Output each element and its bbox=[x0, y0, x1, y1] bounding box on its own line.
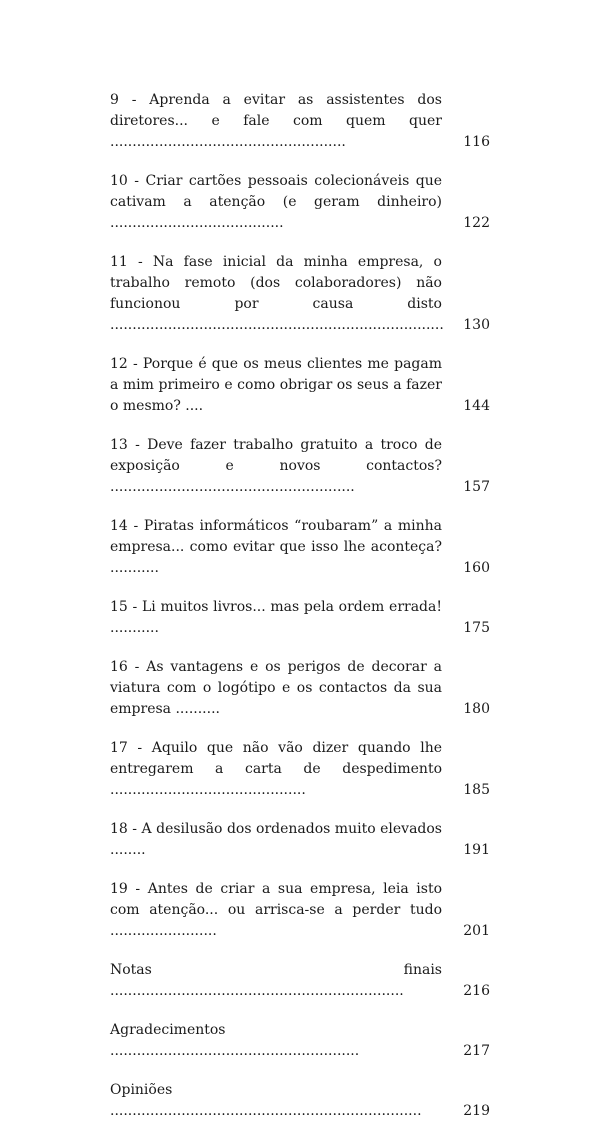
toc-entry-page: 157 bbox=[463, 479, 490, 495]
toc-entry-17[interactable] bbox=[110, 738, 490, 801]
toc-entry-10[interactable] bbox=[110, 171, 490, 234]
toc-entry-title: 19 - Antes de criar a sua empresa, leia isto com atenção... ou arrisca-se a perder tudo ........................ bbox=[110, 881, 442, 939]
toc-entry-12[interactable] bbox=[110, 354, 490, 417]
toc-entry-15[interactable] bbox=[110, 597, 490, 639]
toc-entry-page: 185 bbox=[463, 782, 490, 798]
toc-entry-notas-finais[interactable] bbox=[110, 960, 490, 1002]
toc-entry-page: 175 bbox=[463, 620, 490, 636]
toc-entry-13[interactable] bbox=[110, 435, 490, 498]
toc-entry-page: 191 bbox=[463, 842, 490, 858]
toc-entry-title: 13 - Deve fazer trabalho gratuito a troco de exposição e novos contactos? ....................................................... bbox=[110, 437, 442, 495]
toc-entry-opinioes[interactable] bbox=[110, 1080, 490, 1122]
toc-entry-page: 180 bbox=[463, 701, 490, 717]
toc-entry-19[interactable] bbox=[110, 879, 490, 942]
toc-entry-9[interactable] bbox=[110, 90, 490, 153]
toc-entry-title: 15 - Li muitos livros... mas pela ordem errada! ........... bbox=[110, 599, 442, 636]
toc-entry-14[interactable] bbox=[110, 516, 490, 579]
toc-entry-page: 217 bbox=[463, 1043, 490, 1059]
toc-entry-16[interactable] bbox=[110, 657, 490, 720]
toc-entry-title: 9 - Aprenda a evitar as assistentes dos diretores... e fale com quem quer ..................................................... bbox=[110, 92, 442, 150]
toc-entry-page: 144 bbox=[463, 398, 490, 414]
toc-entry-title: 17 - Aquilo que não vão dizer quando lhe entregarem a carta de despedimento ............................................ bbox=[110, 740, 442, 798]
toc-entry-page: 201 bbox=[463, 923, 490, 939]
toc-entry-11[interactable] bbox=[110, 252, 490, 336]
toc-entry-title: 11 - Na fase inicial da minha empresa, o trabalho remoto (dos colaboradores) não funcionou por causa disto ........................................................................... bbox=[110, 254, 444, 333]
toc-entry-18[interactable] bbox=[110, 819, 490, 861]
toc-entry-agradecimentos[interactable] bbox=[110, 1020, 490, 1062]
toc-entry-title: 14 - Piratas informáticos “roubaram” a minha empresa... como evitar que isso lhe aconteça? ........... bbox=[110, 518, 442, 576]
toc-entry-page: 216 bbox=[463, 983, 490, 999]
toc-entry-title: Agradecimentos ........................................................ bbox=[110, 1022, 360, 1059]
toc-entry-page: 219 bbox=[463, 1103, 490, 1119]
toc-entry-page: 130 bbox=[463, 317, 490, 333]
toc-entry-title: 10 - Criar cartões pessoais colecionáveis que cativam a atenção (e geram dinheiro) ....................................... bbox=[110, 173, 442, 231]
toc-entry-page: 160 bbox=[463, 560, 490, 576]
toc-entry-title: 12 - Porque é que os meus clientes me pagam a mim primeiro e como obrigar os seus a fazer o mesmo? .... bbox=[110, 356, 442, 414]
table-of-contents bbox=[110, 90, 490, 1122]
toc-entry-page: 116 bbox=[463, 134, 490, 150]
toc-entry-title: Notas finais .................................................................. bbox=[110, 962, 442, 999]
toc-entry-page: 122 bbox=[463, 215, 490, 231]
toc-entry-title: 16 - As vantagens e os perigos de decorar a viatura com o logótipo e os contactos da sua empresa .......... bbox=[110, 659, 442, 717]
toc-entry-title: 18 - A desilusão dos ordenados muito elevados ........ bbox=[110, 821, 442, 858]
toc-entry-title: Opiniões ...................................................................... bbox=[110, 1082, 422, 1119]
